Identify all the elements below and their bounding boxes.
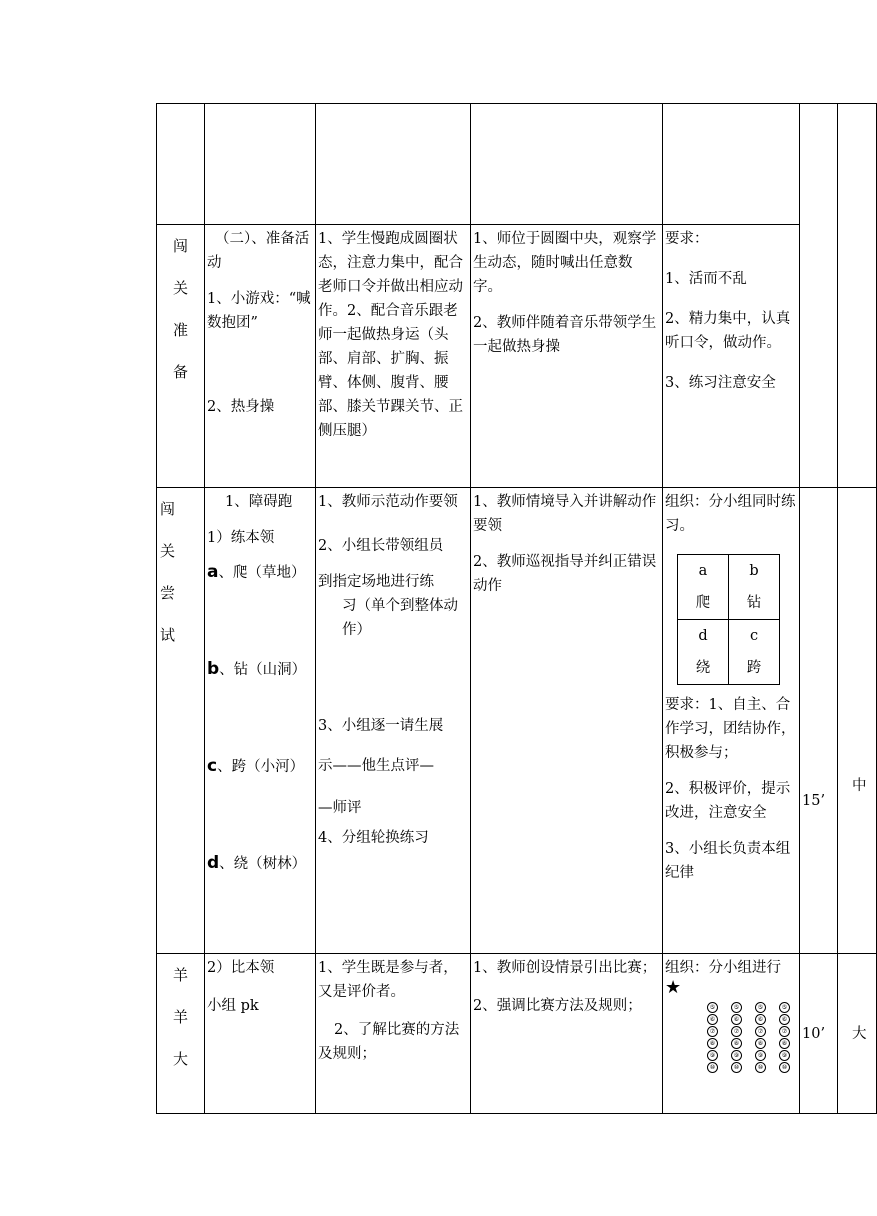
org-cell-prep — [663, 225, 800, 488]
group-formation — [707, 1002, 797, 1073]
lesson-plan-table — [156, 103, 877, 1114]
stage-char: 闯 — [160, 500, 176, 518]
student-step-3c: —师评 — [318, 800, 362, 816]
content-cell-prep — [205, 225, 316, 488]
student-marker: ⑦ — [779, 1026, 790, 1037]
time-cell-try — [800, 488, 838, 954]
org-req-3: 3、练习注意安全 — [665, 375, 776, 391]
stage-char: 大 — [172, 1050, 188, 1068]
student-cell-try — [316, 488, 471, 954]
student-step-1: 1、教师示范动作要领 — [318, 494, 458, 510]
intensity: 大 — [852, 1025, 867, 1042]
student-marker: ⑩ — [707, 1062, 718, 1073]
content-title: 2）比本领 — [207, 960, 275, 976]
content-item-d: d、绕（树林） — [207, 853, 307, 873]
student-marker: ⑧ — [755, 1038, 766, 1049]
content-cell-try — [205, 488, 316, 954]
content-warmup: 2、热身操 — [207, 399, 275, 415]
student-step-3b: 示——他生点评— — [318, 758, 434, 774]
student-marker: ⑨ — [779, 1050, 790, 1061]
stage-char: 备 — [172, 363, 188, 381]
empty-cell — [838, 104, 877, 488]
student-marker: ⑨ — [755, 1050, 766, 1061]
teacher-cell-compete — [471, 954, 663, 1114]
intensity-cell-compete — [838, 954, 877, 1114]
table-row-try — [157, 488, 877, 954]
teacher-text-1: 1、师位于圆圈中央，观察学生动态，随时喊出任意数字。 — [473, 231, 657, 295]
org-cell-compete — [663, 954, 800, 1114]
student-marker: ⑤ — [707, 1002, 718, 1013]
student-marker: ⑥ — [779, 1014, 790, 1025]
student-step-2a: 2、小组长带领组员 — [318, 538, 444, 554]
org-req-2: 2、积极评价，提示改进，注意安全 — [665, 781, 791, 821]
teacher-cell-prep — [471, 225, 663, 488]
org-cell-try — [663, 488, 800, 954]
stage-cell-compete — [157, 954, 205, 1114]
student-marker: ⑤ — [755, 1002, 766, 1013]
org-title: 组织：分小组进行 — [665, 960, 781, 976]
teacher-cell-try — [471, 488, 663, 954]
stage-cell-try — [157, 488, 205, 954]
star-icon: ★ — [665, 977, 682, 998]
content-game: 1、小游戏：“喊数抱团” — [207, 291, 311, 331]
intensity-cell-try — [838, 488, 877, 954]
station-c: c 跨 — [729, 620, 780, 685]
teacher-text-1: 1、教师情境导入并讲解动作要领 — [473, 494, 657, 534]
student-text-2: 2、了解比赛的方法及规则； — [318, 1022, 460, 1062]
student-marker: ⑦ — [755, 1026, 766, 1037]
station-grid — [677, 554, 780, 685]
student-marker: ⑤ — [779, 1002, 790, 1013]
student-marker: ⑩ — [755, 1062, 766, 1073]
student-cell-prep — [316, 225, 471, 488]
student-step-2c: 习（单个到整体动作） — [342, 598, 458, 638]
student-marker: ⑥ — [707, 1014, 718, 1025]
station-d: d 绕 — [678, 620, 729, 685]
table-row-compete — [157, 954, 877, 1114]
content-pk: 小组 pk — [207, 998, 259, 1014]
student-marker: ⑦ — [731, 1026, 742, 1037]
time-cell-compete — [800, 954, 838, 1114]
student-marker: ⑩ — [779, 1062, 790, 1073]
stage-char: 闯 — [172, 237, 188, 255]
student-marker: ⑥ — [731, 1014, 742, 1025]
content-item-a: a、爬（草地） — [207, 562, 306, 582]
empty-cell — [663, 104, 800, 225]
student-step-2b: 到指定场地进行练 — [318, 574, 434, 590]
student-marker: ⑧ — [731, 1038, 742, 1049]
org-req-1: 要求：1、自主、合作学习，团结协作，积极参与； — [665, 697, 796, 761]
station-a: a 爬 — [678, 555, 729, 620]
stage-char: 准 — [172, 321, 188, 339]
student-marker: ⑨ — [707, 1050, 718, 1061]
content-sub: 1）练本领 — [207, 530, 275, 546]
org-req-1: 1、活而不乱 — [665, 271, 747, 287]
content-item-b: b、钻（山洞） — [207, 659, 307, 679]
stage-cell-prep — [157, 225, 205, 488]
stage-char: 试 — [160, 626, 176, 644]
teacher-text-2: 2、强调比赛方法及规则； — [473, 998, 642, 1014]
duration: 15’ — [802, 792, 826, 809]
station-b: b 钻 — [729, 555, 780, 620]
empty-cell — [471, 104, 663, 225]
teacher-text-2: 2、教师巡视指导并纠正错误动作 — [473, 554, 657, 594]
student-cell-compete — [316, 954, 471, 1114]
empty-cell — [205, 104, 316, 225]
student-marker: ⑥ — [755, 1014, 766, 1025]
student-marker: ⑧ — [779, 1038, 790, 1049]
content-cell-compete — [205, 954, 316, 1114]
stage-char: 羊 — [172, 1008, 188, 1026]
org-req-3: 3、小组长负责本组纪律 — [665, 841, 791, 881]
stage-char: 尝 — [160, 584, 176, 602]
intensity: 中 — [852, 777, 867, 794]
org-title: 组织：分小组同时练习。 — [665, 494, 796, 534]
content-title: （二）、准备活动 — [207, 231, 310, 271]
stage-char: 关 — [160, 542, 176, 560]
stage-char: 羊 — [172, 966, 188, 984]
student-marker: ⑩ — [731, 1062, 742, 1073]
student-marker: ⑦ — [707, 1026, 718, 1037]
empty-cell — [800, 104, 838, 488]
student-text-1: 1、学生既是参与者，又是评价者。 — [318, 960, 458, 1000]
stage-char: 关 — [172, 279, 188, 297]
empty-cell — [157, 104, 205, 225]
content-item-c: c、跨（小河） — [207, 756, 305, 776]
student-marker: ⑤ — [731, 1002, 742, 1013]
teacher-text-2: 2、教师伴随着音乐带领学生一起做热身操 — [473, 315, 657, 355]
student-step-3a: 3、小组逐一请生展 — [318, 718, 444, 734]
teacher-text-1: 1、教师创设情景引出比赛； — [473, 960, 657, 976]
duration: 10’ — [802, 1025, 826, 1042]
student-text: 1、学生慢跑成圆圈状态，注意力集中，配合老师口令并做出相应动作。2、配合音乐跟老师一起做热身运（头部、肩部、扩胸、振臂、体侧、腹背、腰部、膝关节踝关节、正侧压腿） — [318, 231, 463, 439]
org-req-title: 要求： — [665, 231, 709, 247]
empty-cell — [316, 104, 471, 225]
org-req-2: 2、精力集中，认真听口令，做动作。 — [665, 311, 791, 351]
table-row-prep — [157, 225, 877, 488]
student-step-4: 4、分组轮换练习 — [318, 830, 429, 846]
student-marker: ⑨ — [731, 1050, 742, 1061]
student-marker: ⑧ — [707, 1038, 718, 1049]
table-row-empty — [157, 104, 877, 225]
content-title: 1、障碍跑 — [225, 494, 293, 510]
